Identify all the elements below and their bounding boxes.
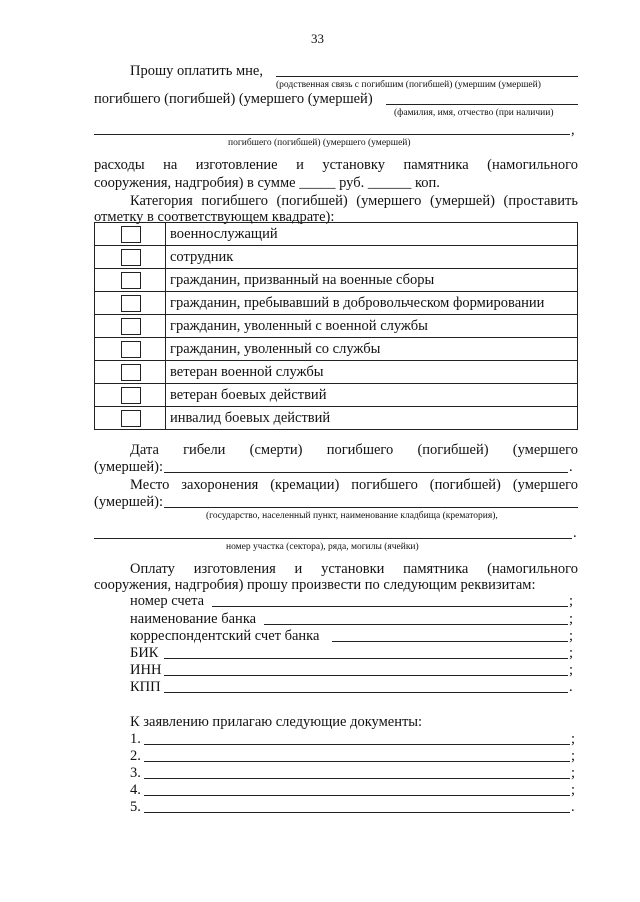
kpp-field[interactable] [164,692,568,693]
category-checkbox[interactable] [121,272,141,289]
category-label: инвалид боевых действий [166,407,578,430]
category-label: ветеран военной службы [166,361,578,384]
burial-place-field[interactable] [164,507,578,508]
relation-field[interactable] [276,76,578,77]
document-end: ; [571,748,576,764]
category-row [95,338,578,361]
document-number: 3. [130,765,141,781]
document-end: ; [571,782,576,798]
category-checkbox[interactable] [121,387,141,404]
category-checkbox[interactable] [121,318,141,335]
request-intro: Прошу оплатить мне, [130,63,263,79]
category-checkbox[interactable] [121,410,141,427]
document-number: 4. [130,782,141,798]
category-row [95,315,578,338]
category-row [95,292,578,315]
deceased-hint: погибшего (погибшей) (умершего (умершей) [228,138,411,148]
relation-hint: (родственная связь с погибшим (погибшей) (умершим (умершей) [276,80,541,90]
document-field[interactable] [144,744,570,745]
grave-hint: номер участка (сектора), ряда, могилы (ячейки) [226,542,419,552]
category-checkbox[interactable] [121,341,141,358]
category-row [95,223,578,246]
expenses-line-1: расходы на изготовление и установку памятника (намогильного [94,157,578,173]
payment-heading-1: Оплату изготовления и установки памятника (намогильного [130,561,578,577]
death-date-field[interactable] [164,472,568,473]
category-label: гражданин, уволенный со службы [166,338,578,361]
document-number: 2. [130,748,141,764]
category-row [95,407,578,430]
death-date-end: . [569,459,573,475]
category-label: гражданин, уволенный с военной службы [166,315,578,338]
category-table [94,222,578,430]
corr-account-end: ; [569,628,574,644]
burial-place-field-continued[interactable] [94,538,572,539]
bik-field[interactable] [164,658,568,659]
kpp-end: . [569,679,573,695]
document-field[interactable] [144,778,570,779]
document-number: 5. [130,799,141,815]
account-number-field[interactable] [212,606,568,607]
inn-label: ИНН [130,662,162,678]
category-checkbox[interactable] [121,226,141,243]
account-number-label: номер счета [130,593,205,609]
kpp-label: КПП [130,679,161,695]
fio-hint: (фамилия, имя, отчество (при наличии) [394,108,554,118]
corr-account-field[interactable] [332,641,568,642]
fio-field[interactable] [386,104,578,105]
fio-field-continued[interactable] [94,134,570,135]
category-label: гражданин, пребывавший в добровольческом формировании [166,292,578,315]
category-checkbox[interactable] [121,295,141,312]
document-end: ; [571,765,576,781]
death-date-label: (умершей): [94,459,163,475]
inn-field[interactable] [164,675,568,676]
burial-place-hint: (государство, населенный пункт, наименование кладбища (крематория), [206,511,498,521]
expenses-line-2: сооружения, надгробия) в сумме _____ руб. ______ коп. [94,175,440,191]
bank-name-end: ; [569,611,574,627]
category-label: сотрудник [166,246,578,269]
page-number: 33 [311,31,324,46]
category-heading-2: отметку в соответствующем квадрате): [94,209,335,225]
category-label: ветеран боевых действий [166,384,578,407]
document-number: 1. [130,731,141,747]
burial-heading: Место захоронения (кремации) погибшего (погибшей) (умершего [130,477,578,493]
category-checkbox[interactable] [121,364,141,381]
inn-end: ; [569,662,574,678]
death-date-heading: Дата гибели (смерти) погибшего (погибшей) (умершего [130,442,578,458]
fio-line-end: , [571,122,575,138]
bik-end: ; [569,645,574,661]
bank-name-label: наименование банка [130,611,257,627]
burial-place-end: . [573,525,577,541]
document-field[interactable] [144,761,570,762]
corr-account-label: корреспондентский счет банка [130,628,320,644]
burial-label: (умершей): [94,494,163,510]
deceased-label: погибшего (погибшей) (умершего (умершей) [94,91,373,107]
bik-label: БИК [130,645,159,661]
category-row [95,269,578,292]
payment-heading-2: сооружения, надгробия) прошу произвести по следующим реквизитам: [94,577,536,593]
bank-name-field[interactable] [264,624,568,625]
document-end: ; [571,731,576,747]
account-number-end: ; [569,593,574,609]
documents-heading: К заявлению прилагаю следующие документы: [130,714,423,730]
category-checkbox[interactable] [121,249,141,266]
category-row [95,246,578,269]
category-row [95,384,578,407]
document-field[interactable] [144,812,570,813]
document-field[interactable] [144,795,570,796]
category-heading-1: Категория погибшего (погибшей) (умершего (умершей) (проставить [130,193,578,209]
document-end: . [571,799,575,815]
category-row [95,361,578,384]
category-label: военнослужащий [166,223,578,246]
category-label: гражданин, призванный на военные сборы [166,269,578,292]
